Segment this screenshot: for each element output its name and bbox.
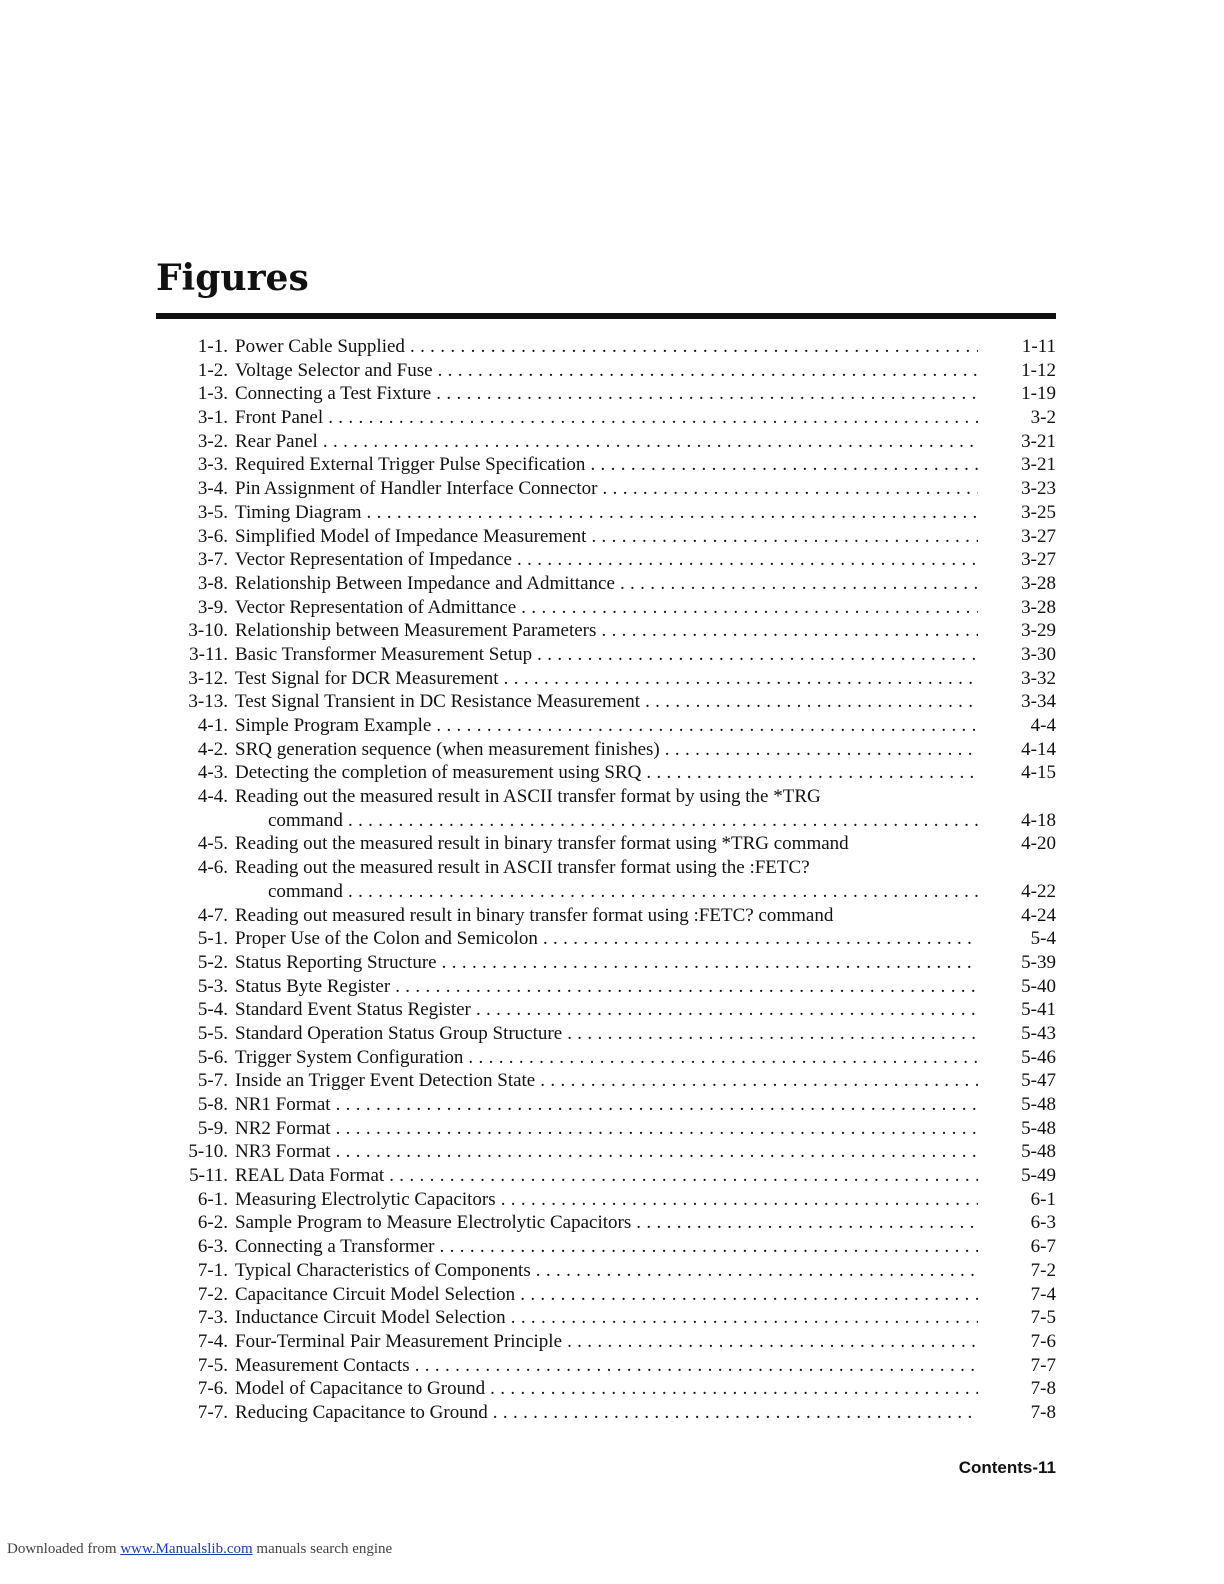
figure-number: 3-6. [197, 525, 228, 547]
figure-number: 3-13. [188, 691, 228, 713]
figure-title: Reducing Capacitance to Ground . . . [235, 1401, 978, 1425]
figure-title: NR3 Format . . . [235, 1140, 978, 1164]
page-number: 3-34 [1021, 691, 1056, 713]
download-prefix: Downloaded from [7, 1541, 117, 1557]
figure-number: 1-3. [197, 383, 228, 405]
page-number: 3-30 [1021, 643, 1056, 665]
page-number: 3-27 [1021, 549, 1056, 571]
figure-number: 4-1. [197, 715, 228, 736]
figure-title: Inductance Circuit Model Selection . . . [235, 1306, 978, 1330]
toc-entry[interactable] [156, 832, 1056, 856]
figure-number: 7-3. [197, 1307, 228, 1329]
toc-entry[interactable] [156, 1046, 1056, 1070]
figure-number: 3-10. [188, 620, 228, 642]
figure-title: Front Panel . . . [235, 406, 978, 430]
page-number: 6-3 [1030, 1212, 1056, 1234]
toc-entry[interactable] [156, 690, 1056, 714]
page-number: 7-7 [1030, 1354, 1056, 1376]
figure-title-continuation: command . . . [268, 809, 978, 833]
figure-number: 3-2. [197, 430, 228, 452]
toc-entry[interactable] [156, 1330, 1056, 1354]
figure-number: 5-10. [188, 1141, 228, 1163]
figure-number: 3-4. [197, 478, 228, 500]
page-number: 5-48 [1021, 1141, 1056, 1163]
figure-number: 3-9. [197, 596, 228, 618]
page-number: 5-46 [1021, 1046, 1056, 1068]
page-number: 5-41 [1021, 999, 1056, 1021]
page-number: 3-32 [1021, 667, 1056, 689]
toc-entry[interactable] [156, 1211, 1056, 1235]
page-number: 4-15 [1021, 762, 1056, 784]
toc-entry[interactable] [156, 975, 1056, 999]
download-notice [7, 1541, 392, 1558]
page-number: 4-18 [1021, 809, 1056, 831]
toc-entry[interactable] [156, 714, 1056, 738]
toc-entry[interactable] [156, 738, 1056, 762]
toc-entry[interactable] [156, 856, 1056, 880]
figure-title: Proper Use of the Colon and Semicolon . . . [235, 927, 978, 951]
toc-entry[interactable] [156, 406, 1056, 430]
page-number: 3-2 [1030, 407, 1056, 429]
figure-number: 5-11. [189, 1165, 228, 1187]
figure-number: 6-1. [197, 1188, 228, 1210]
toc-entry[interactable] [156, 1069, 1056, 1093]
figure-number: 3-3. [197, 454, 228, 476]
figure-title: SRQ generation sequence (when measurement finishes) . . . [235, 738, 978, 762]
toc-entry[interactable] [156, 1022, 1056, 1046]
figure-number: 5-2. [197, 951, 228, 973]
figure-title: Reading out measured result in binary transfer format using :FETC? command [235, 904, 834, 926]
toc-entry[interactable] [156, 430, 1056, 454]
toc-entry[interactable] [156, 927, 1056, 951]
page-number: 7-8 [1030, 1401, 1056, 1423]
figure-title: Typical Characteristics of Components . . . [235, 1259, 978, 1283]
toc-entry[interactable] [156, 643, 1056, 667]
download-suffix: manuals search engine [256, 1541, 393, 1557]
figure-title: Relationship Between Impedance and Admittance . . . [235, 572, 978, 596]
figure-number: 5-8. [197, 1094, 228, 1115]
figure-number: 6-2. [197, 1212, 228, 1234]
figure-title: Connecting a Transformer . . . [235, 1235, 978, 1259]
figure-title: Test Signal Transient in DC Resistance Measurement . . . [235, 690, 978, 714]
figure-title: Timing Diagram . . . [235, 501, 978, 525]
toc-entry[interactable] [156, 1259, 1056, 1283]
figures-list [156, 335, 1056, 1425]
toc-entry[interactable] [156, 1306, 1056, 1330]
figure-title: Voltage Selector and Fuse . . . [235, 359, 978, 383]
page-number: 5-43 [1021, 1022, 1056, 1044]
figure-number: 5-4. [197, 999, 228, 1021]
figure-number: 4-5. [197, 833, 228, 855]
figure-title: Model of Capacitance to Ground . . . [235, 1377, 978, 1401]
figure-number: 7-1. [197, 1259, 228, 1281]
toc-entry[interactable] [156, 761, 1056, 785]
manualslib-link[interactable]: www.Manualslib.com [120, 1541, 253, 1557]
page-number: 5-47 [1021, 1070, 1056, 1092]
figure-title: Status Reporting Structure . . . [235, 951, 978, 975]
figure-title: Simplified Model of Impedance Measurement . . . [235, 525, 978, 549]
toc-entry[interactable] [156, 1117, 1056, 1141]
figure-title: Vector Representation of Admittance . . . [235, 596, 978, 620]
toc-entry[interactable] [156, 596, 1056, 620]
figure-title: Detecting the completion of measurement using SRQ . . . [235, 761, 978, 785]
page-number: 7-2 [1030, 1259, 1056, 1281]
figure-title: Measurement Contacts . . . [235, 1354, 978, 1378]
figure-title: Status Byte Register . . . [235, 975, 978, 999]
page-title: Figures [156, 257, 309, 299]
page-number: 3-28 [1021, 596, 1056, 618]
figure-number: 5-1. [197, 928, 228, 950]
page-number: 3-21 [1021, 454, 1056, 476]
figure-title: Test Signal for DCR Measurement . . . [235, 667, 978, 691]
page-footer: Contents-11 [958, 1458, 1056, 1477]
page-number: 3-21 [1021, 430, 1056, 452]
page-number: 3-27 [1021, 525, 1056, 547]
figure-number: 3-8. [197, 572, 228, 594]
toc-entry-continuation[interactable] [156, 809, 1056, 833]
toc-entry[interactable] [156, 667, 1056, 691]
figure-title: Power Cable Supplied . . . [235, 335, 978, 359]
toc-entry[interactable] [156, 1140, 1056, 1164]
figure-title: NR1 Format . . . [235, 1093, 978, 1117]
figure-number: 7-4. [197, 1330, 228, 1352]
toc-entry[interactable] [156, 1093, 1056, 1117]
figure-title: NR2 Format . . . [235, 1117, 978, 1141]
toc-entry[interactable] [156, 548, 1056, 572]
page-number: 4-20 [1021, 833, 1056, 855]
toc-entry[interactable] [156, 998, 1056, 1022]
toc-entry[interactable] [156, 1354, 1056, 1378]
page-number: 3-23 [1021, 478, 1056, 500]
figure-number: 6-3. [197, 1236, 228, 1258]
figure-number: 4-7. [197, 904, 228, 926]
page-number: 1-11 [1021, 336, 1056, 357]
page-number: 3-28 [1021, 572, 1056, 594]
figure-number: 5-9. [197, 1117, 228, 1139]
toc-entry[interactable] [156, 477, 1056, 501]
toc-entry[interactable] [156, 1235, 1056, 1259]
figure-title: Basic Transformer Measurement Setup . . . [235, 643, 978, 667]
figure-title: Pin Assignment of Handler Interface Connector . . . [235, 477, 978, 501]
figure-title: Vector Representation of Impedance . . . [235, 548, 978, 572]
figure-title: Standard Event Status Register . . . [235, 998, 978, 1022]
toc-entry[interactable] [156, 501, 1056, 525]
figure-title: Simple Program Example . . . [235, 714, 978, 738]
toc-entry[interactable] [156, 1283, 1056, 1307]
page-number: 5-4 [1030, 928, 1056, 950]
figure-number: 3-1. [197, 407, 228, 429]
figure-number: 1-2. [197, 359, 228, 381]
figure-number: 5-5. [197, 1022, 228, 1044]
page-number: 1-12 [1021, 359, 1056, 381]
page-number: 5-48 [1021, 1094, 1056, 1115]
figure-title: Inside an Trigger Event Detection State . . . [235, 1069, 978, 1093]
figure-number: 4-2. [197, 738, 228, 760]
page-number: 5-39 [1021, 951, 1056, 973]
toc-entry[interactable] [156, 1377, 1056, 1401]
toc-entry[interactable] [156, 382, 1056, 406]
page-number: 4-14 [1021, 738, 1056, 760]
figure-title: Relationship between Measurement Parameters . . . [235, 619, 978, 643]
toc-entry[interactable] [156, 335, 1056, 359]
toc-entry[interactable] [156, 1401, 1056, 1425]
toc-entry[interactable] [156, 951, 1056, 975]
figure-title: Trigger System Configuration . . . [235, 1046, 978, 1070]
figure-title: Required External Trigger Pulse Specification . . . [235, 453, 978, 477]
figure-title: Connecting a Test Fixture . . . [235, 382, 978, 406]
page-number: 5-49 [1021, 1165, 1056, 1187]
toc-entry[interactable] [156, 572, 1056, 596]
toc-entry[interactable] [156, 525, 1056, 549]
figure-title: Four-Terminal Pair Measurement Principle . . . [235, 1330, 978, 1354]
figure-title: REAL Data Format . . . [235, 1164, 978, 1188]
figure-number: 7-2. [197, 1283, 228, 1305]
page-number: 7-4 [1030, 1283, 1056, 1305]
page-number: 3-29 [1021, 620, 1056, 642]
figure-title: Reading out the measured result in ASCII transfer format by using the *TRG [235, 786, 821, 808]
figure-number: 4-3. [197, 762, 228, 784]
figure-number: 3-7. [197, 549, 228, 571]
page-number: 4-4 [1030, 715, 1056, 736]
page-number: 7-6 [1030, 1330, 1056, 1352]
figure-number: 5-3. [197, 975, 228, 997]
figure-number: 7-5. [197, 1354, 228, 1376]
page-number: 4-22 [1021, 880, 1056, 902]
figure-number: 4-4. [197, 786, 228, 808]
page-number: 6-1 [1030, 1188, 1056, 1210]
page-number: 7-8 [1030, 1378, 1056, 1400]
page-number: 7-5 [1030, 1307, 1056, 1329]
toc-entry[interactable] [156, 1188, 1056, 1212]
figure-title: Standard Operation Status Group Structure . . . [235, 1022, 978, 1046]
toc-entry[interactable] [156, 904, 1056, 928]
figure-number: 3-12. [188, 667, 228, 689]
figure-number: 3-5. [197, 501, 228, 523]
figure-number: 7-6. [197, 1378, 228, 1400]
page-number: 3-25 [1021, 501, 1056, 523]
page-number: 5-40 [1021, 975, 1056, 997]
page-number: 4-24 [1021, 904, 1056, 926]
toc-entry[interactable] [156, 619, 1056, 643]
figure-title: Capacitance Circuit Model Selection . . . [235, 1283, 978, 1307]
toc-entry[interactable] [156, 359, 1056, 383]
figure-title: Reading out the measured result in ASCII transfer format using the :FETC? [235, 857, 810, 879]
figure-number: 3-11. [189, 643, 228, 665]
figure-title: Reading out the measured result in binary transfer format using *TRG command [235, 833, 849, 855]
figure-title: Rear Panel . . . [235, 430, 978, 454]
figure-title: Sample Program to Measure Electrolytic Capacitors . . . [235, 1211, 978, 1235]
page-number: 5-48 [1021, 1117, 1056, 1139]
toc-entry[interactable] [156, 785, 1056, 809]
toc-entry[interactable] [156, 453, 1056, 477]
figure-number: 5-6. [197, 1046, 228, 1068]
figure-number: 1-1. [197, 336, 228, 357]
figure-number: 5-7. [197, 1070, 228, 1092]
toc-entry[interactable] [156, 1164, 1056, 1188]
figure-number: 7-7. [197, 1401, 228, 1423]
figure-title-continuation: command . . . [268, 880, 978, 904]
title-rule [156, 313, 1056, 319]
toc-entry-continuation[interactable] [156, 880, 1056, 904]
figure-title: Measuring Electrolytic Capacitors . . . [235, 1188, 978, 1212]
figure-number: 4-6. [197, 857, 228, 879]
page-number: 6-7 [1030, 1236, 1056, 1258]
page-number: 1-19 [1021, 383, 1056, 405]
